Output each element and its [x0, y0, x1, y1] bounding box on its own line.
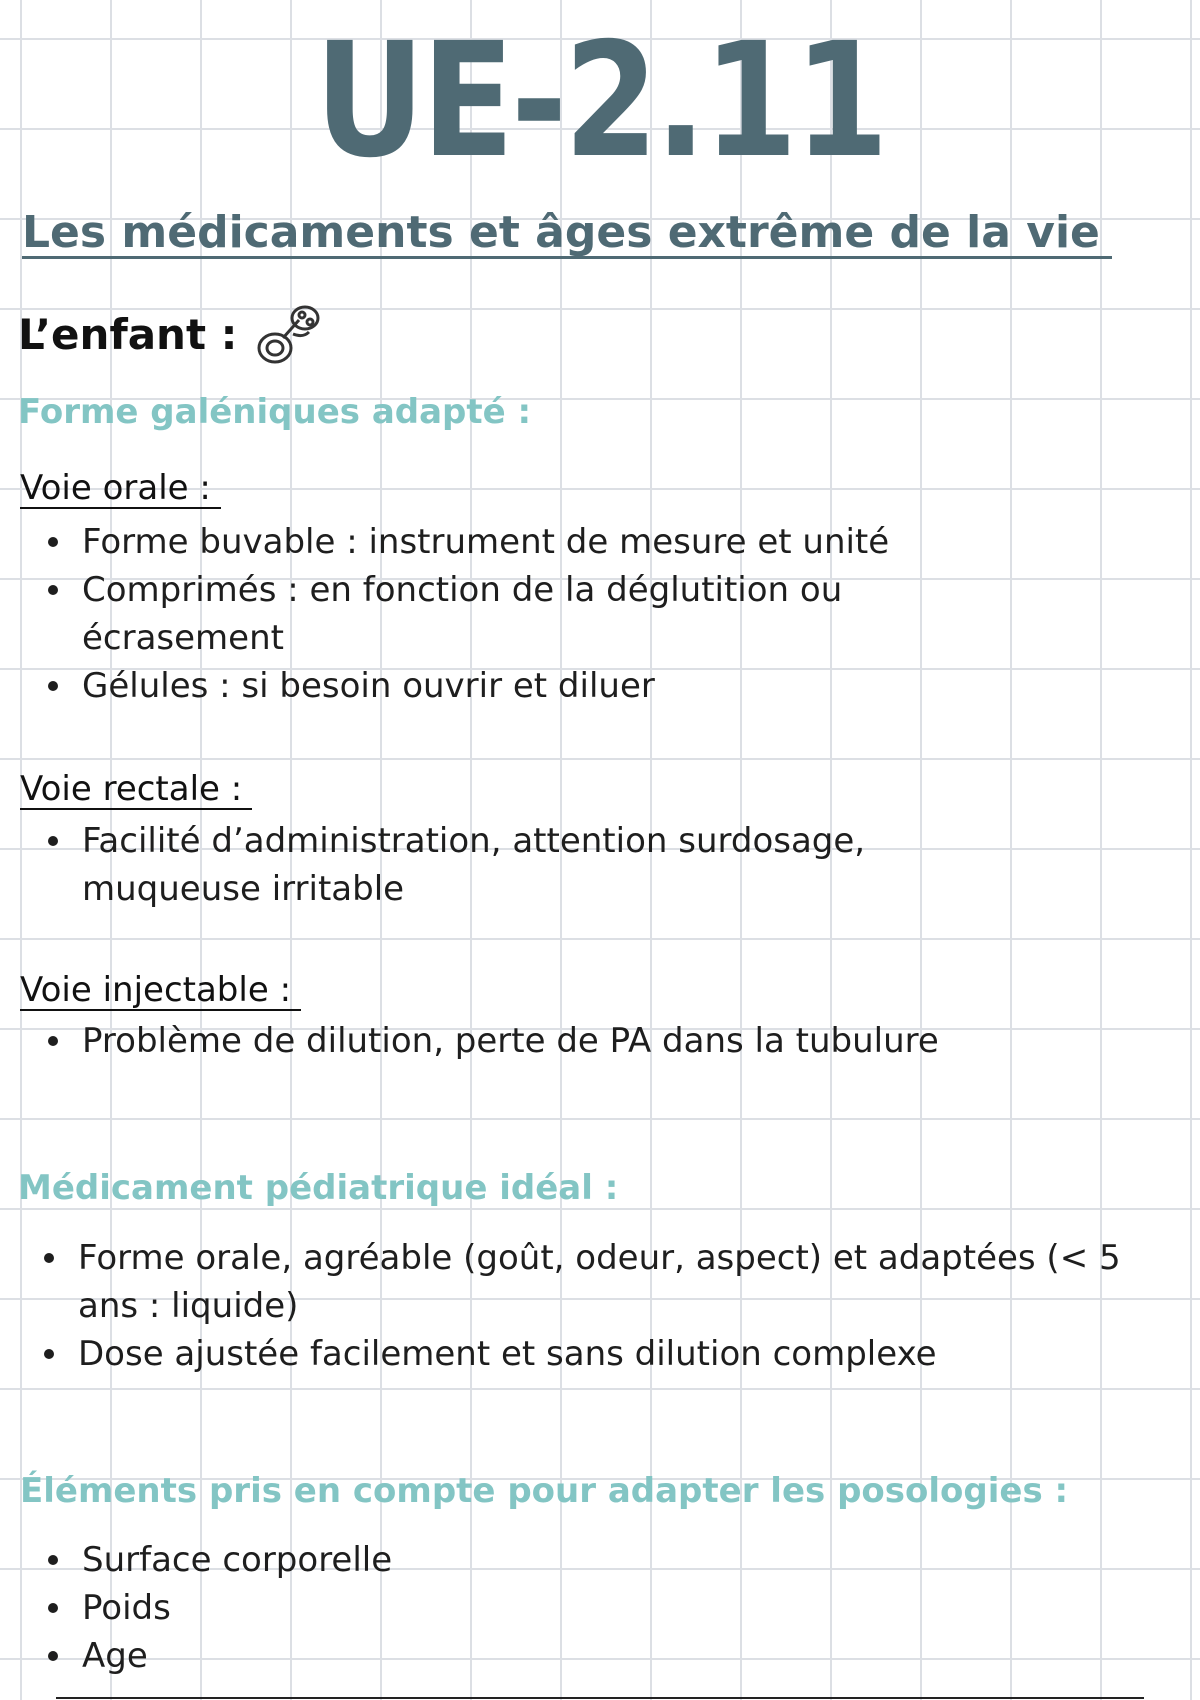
pacifier-icon — [253, 300, 325, 368]
section-child-heading — [18, 300, 325, 368]
posology-heading: Éléments pris en compte pour adapter les posologies : — [20, 1471, 1069, 1511]
list-item: Poids — [20, 1584, 720, 1632]
ideal-heading: Médicament pédiatrique idéal : — [18, 1168, 619, 1208]
injectable-route-list — [20, 1017, 1120, 1065]
list-item: Facilité d’administration, attention surdosage, muqueuse irritable — [20, 817, 880, 913]
list-item: Comprimés : en fonction de la déglutition ou écrasement — [20, 566, 862, 662]
page-title: UE-2.11 — [314, 9, 886, 193]
posology-list — [20, 1536, 720, 1680]
section-child-label: L’enfant : — [18, 309, 238, 359]
rectal-route-label: Voie rectale : — [20, 771, 252, 810]
oral-route-label: Voie orale : — [20, 470, 221, 509]
ideal-list — [16, 1234, 1186, 1378]
galenic-heading: Forme galéniques adapté : — [18, 392, 532, 432]
list-item: Forme buvable : instrument de mesure et unité — [20, 518, 920, 566]
list-item: Problème de dilution, perte de PA dans la tubulure — [20, 1017, 1120, 1065]
bottom-divider — [56, 1697, 1144, 1699]
oral-route-list — [20, 518, 920, 710]
list-item: Gélules : si besoin ouvrir et diluer — [20, 662, 920, 710]
rectal-route-list — [20, 817, 880, 913]
injectable-route-label: Voie injectable : — [20, 972, 301, 1011]
list-item: Dose ajustée facilement et sans dilution complexe — [16, 1330, 1186, 1378]
list-item: Surface corporelle — [20, 1536, 720, 1584]
list-item: Forme orale, agréable (goût, odeur, aspect) et adaptées (< 5 ans : liquide) — [16, 1234, 1186, 1330]
list-item: Age — [20, 1632, 720, 1680]
page-subtitle: Les médicaments et âges extrême de la vie — [22, 210, 1112, 259]
